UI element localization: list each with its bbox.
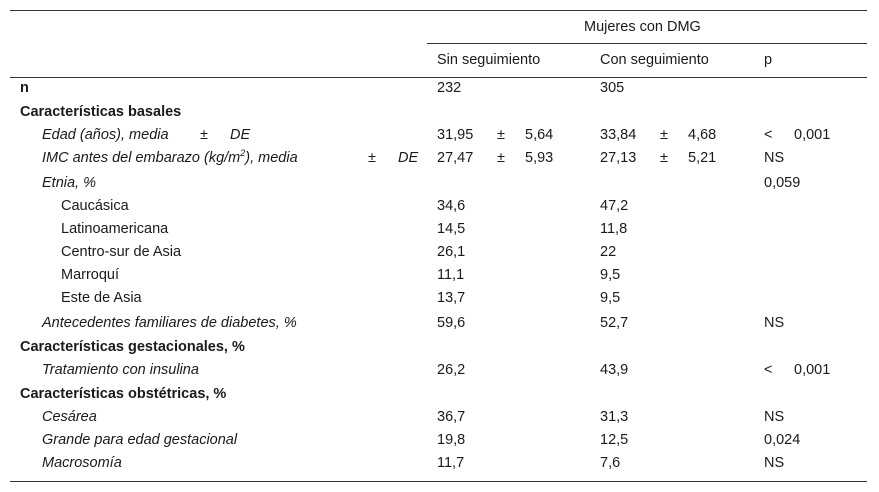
- cell-imc-p: NS: [764, 150, 785, 166]
- cell-centro-sur-asia-sin: 26,1: [437, 244, 466, 260]
- group-header-rule: [427, 43, 867, 44]
- row-label-este-asia: Este de Asia: [61, 290, 142, 306]
- cell-tratamiento-p: < 0,001: [764, 362, 831, 378]
- cell-caucasica-sin: 34,6: [437, 198, 466, 214]
- column-header-p: p: [764, 52, 773, 68]
- cell-grande-sin: 19,8: [437, 432, 466, 448]
- row-label-latinoamericana: Latinoamericana: [61, 221, 169, 237]
- row-label-antecedentes: Antecedentes familiares de diabetes, %: [42, 315, 297, 331]
- section-caracteristicas-obstetricas: Características obstétricas, %: [20, 386, 227, 402]
- cell-este-asia-con: 9,5: [600, 290, 621, 306]
- cell-centro-sur-asia-con: 22: [600, 244, 617, 260]
- row-label-marroqui: Marroquí: [61, 267, 120, 283]
- column-header-sin-seguimiento: Sin seguimiento: [437, 52, 541, 68]
- cell-n-con: 305: [600, 80, 625, 96]
- group-header: Mujeres con DMG: [584, 19, 701, 35]
- header-bottom-rule: [10, 77, 867, 78]
- cell-latinoamericana-con: 11,8: [600, 221, 628, 237]
- cell-macrosomia-p: NS: [764, 455, 785, 471]
- row-label-tratamiento-insulina: Tratamiento con insulina: [42, 362, 199, 378]
- cell-grande-p: 0,024: [764, 432, 801, 448]
- section-caracteristicas-basales: Características basales: [20, 104, 182, 120]
- cell-antecedentes-sin: 59,6: [437, 315, 466, 331]
- cell-tratamiento-con: 43,9: [600, 362, 629, 378]
- cell-macrosomia-sin: 11,7: [437, 455, 465, 471]
- plus-minus-sign: ±: [200, 127, 208, 143]
- cell-cesarea-p: NS: [764, 409, 785, 425]
- cell-cesarea-sin: 36,7: [437, 409, 466, 425]
- cell-imc-sin: 27,47 ± 5,93: [437, 150, 554, 166]
- cell-caucasica-con: 47,2: [600, 198, 629, 214]
- row-label-caucasica: Caucásica: [61, 198, 129, 214]
- cell-cesarea-con: 31,3: [600, 409, 629, 425]
- plus-minus-sign: ±: [368, 150, 376, 166]
- cell-macrosomia-con: 7,6: [600, 455, 621, 471]
- cell-etnia-p: 0,059: [764, 175, 801, 191]
- top-rule: [10, 10, 867, 11]
- cell-marroqui-sin: 11,1: [437, 267, 465, 283]
- cell-n-sin: 232: [437, 80, 462, 96]
- row-label-macrosomia: Macrosomía: [42, 455, 122, 471]
- cell-antecedentes-con: 52,7: [600, 315, 629, 331]
- column-header-con-seguimiento: Con seguimiento: [600, 52, 709, 68]
- cell-antecedentes-p: NS: [764, 315, 785, 331]
- bottom-rule: [10, 481, 867, 482]
- row-label-grande-edad-gestacional: Grande para edad gestacional: [42, 432, 238, 448]
- section-caracteristicas-gestacionales: Características gestacionales, %: [20, 339, 245, 355]
- row-label-n: n: [20, 80, 29, 96]
- cell-edad-p: < 0,001: [764, 127, 831, 143]
- cell-grande-con: 12,5: [600, 432, 629, 448]
- row-label-centro-sur-asia: Centro-sur de Asia: [61, 244, 182, 260]
- cell-edad-con: 33,84 ± 4,68: [600, 127, 717, 143]
- row-label-cesarea: Cesárea: [42, 409, 97, 425]
- cell-marroqui-con: 9,5: [600, 267, 621, 283]
- cell-edad-sin: 31,95 ± 5,64: [437, 127, 554, 143]
- row-label-edad: Edad (años), media ± DE: [42, 127, 251, 143]
- cell-latinoamericana-sin: 14,5: [437, 221, 466, 237]
- cell-imc-con: 27,13 ± 5,21: [600, 150, 717, 166]
- cell-este-asia-sin: 13,7: [437, 290, 466, 306]
- row-label-etnia: Etnia, %: [42, 175, 96, 191]
- row-label-imc: IMC antes del embarazo $(kg/m^2)$, media ± DE: [42, 148, 419, 166]
- cell-tratamiento-sin: 26,2: [437, 362, 466, 378]
